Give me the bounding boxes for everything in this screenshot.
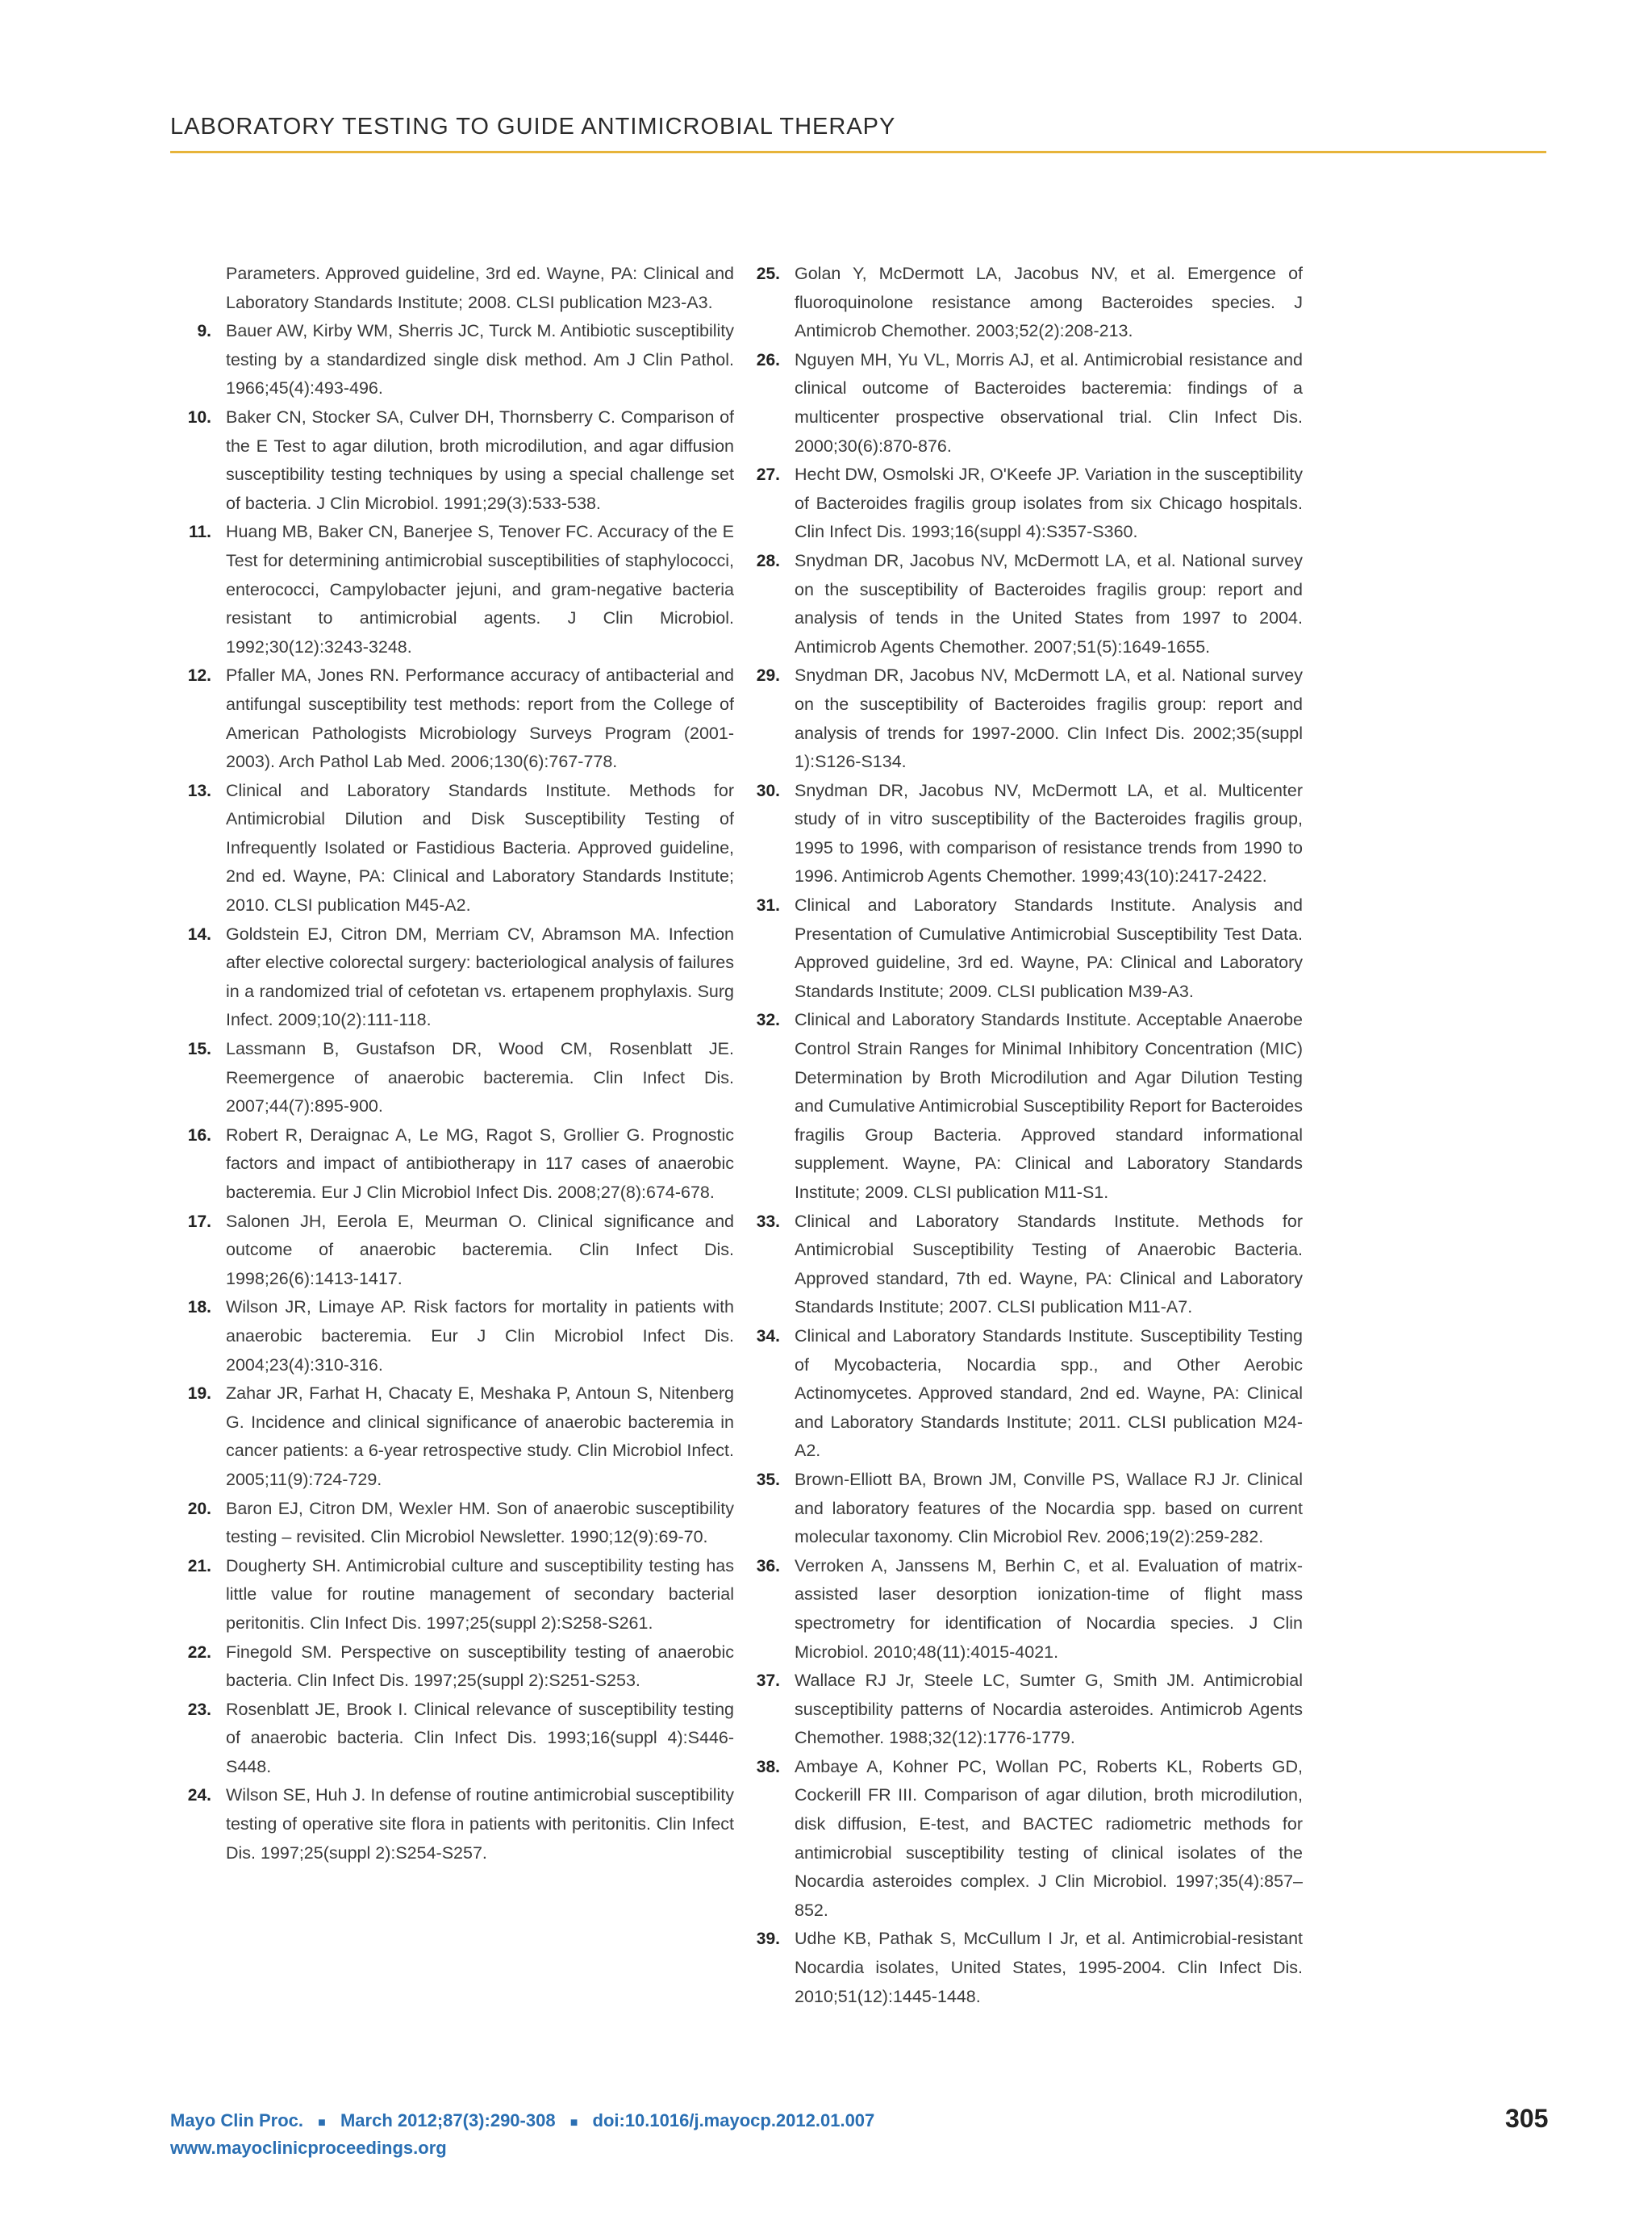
reference-text: Rosenblatt JE, Brook I. Clinical relevance of susceptibility testing of anaerobic bacteria. Clin Infect Dis. 1993;16(suppl 4):S446-S448. — [226, 1699, 734, 1776]
reference-item — [751, 1322, 1303, 1466]
footer-separator: ■ — [569, 2116, 578, 2130]
reference-item — [182, 518, 734, 661]
reference-number: 14. — [187, 924, 211, 944]
reference-text: Nguyen MH, Yu VL, Morris AJ, et al. Antimicrobial resistance and clinical outcome of Bacteroides bacteremia: findings of a multicenter prospective observational trial. Clin Infect Dis. 2000;30(6):870-876. — [795, 349, 1303, 456]
reference-number: 31. — [756, 896, 780, 916]
reference-item — [751, 346, 1303, 461]
reference-item — [182, 661, 734, 776]
reference-item — [182, 1696, 734, 1782]
reference-item — [182, 1552, 734, 1638]
reference-item — [182, 1121, 734, 1208]
reference-text: Clinical and Laboratory Standards Institute. Acceptable Anaerobe Control Strain Ranges for Minimal Inhibitory Concentration (MIC) Determination by Broth Microdilution and Agar Dilution Testing and Cumulative Antimicrobial Susceptibility Report for Bacteroides fragilis Group Bacteria. Approved standard informational supplement. Wayne, PA: Clinical and Laboratory Standards Institute; 2009. CLSI publication M11-S1. — [795, 1010, 1303, 1202]
reference-item — [751, 461, 1303, 547]
reference-text: Udhe KB, Pathak S, McCullum I Jr, et al. Antimicrobial-resistant Nocardia isolates, United States, 1995-2004. Clin Infect Dis. 2010;51(12):1445-1448. — [795, 1929, 1303, 2006]
reference-text: Pfaller MA, Jones RN. Performance accuracy of antibacterial and antifungal susceptibility test methods: report from the College of American Pathologists Microbiology Surveys Program (2001-2003). Arch Pathol Lab Med. 2006;130(6):767-778. — [226, 666, 734, 772]
reference-number: 26. — [756, 350, 780, 369]
reference-item — [751, 1667, 1303, 1753]
reference-text: Golan Y, McDermott LA, Jacobus NV, et al. Emergence of fluoroquinolone resistance among Bacteroides species. J Antimicrob Chemother. 2003;52(2):208-213. — [795, 264, 1303, 341]
reference-item — [182, 1379, 734, 1494]
reference-number: 12. — [187, 666, 211, 686]
reference-number: 33. — [756, 1212, 780, 1231]
reference-item — [751, 1925, 1303, 2011]
reference-item — [751, 1753, 1303, 1926]
footer-citation — [170, 2110, 874, 2131]
reference-item — [182, 1781, 734, 1867]
reference-item — [751, 1466, 1303, 1552]
reference-item — [182, 920, 734, 1035]
reference-number: 19. — [187, 1384, 211, 1404]
reference-number: 17. — [187, 1212, 211, 1231]
reference-text: Zahar JR, Farhat H, Chacaty E, Meshaka P, Antoun S, Nitenberg G. Incidence and clinical significance of anaerobic bacteremia in cancer patients: a 6-year retrospective study. Clin Microbiol Infect. 2005;11(9):724-729. — [226, 1383, 734, 1489]
footer-doi[interactable]: doi:10.1016/j.mayocp.2012.01.007 — [592, 2110, 875, 2130]
reference-text: Clinical and Laboratory Standards Institute. Susceptibility Testing of Mycobacteria, Nocardia spp., and Other Aerobic Actinomycetes. Approved standard, 2nd ed. Wayne, PA: Clinical and Laboratory Standards Institute; 2011. CLSI publication M24-A2. — [795, 1325, 1303, 1461]
reference-number: 9. — [197, 322, 211, 341]
reference-item — [182, 1293, 734, 1379]
footer-issue: March 2012;87(3):290-308 — [340, 2110, 556, 2130]
reference-text: Ambaye A, Kohner PC, Wollan PC, Roberts KL, Roberts GD, Cockerill FR III. Comparison of agar dilution, broth microdilution, disk diffusion, E-test, and BACTEC radiometric methods for antimicrobial susceptibility testing of clinical isolates of the Nocardia asteroides complex. J Clin Microbiol. 1997;35(4):857–852. — [795, 1756, 1303, 1920]
reference-text: Dougherty SH. Antimicrobial culture and susceptibility testing has little value for routine management of secondary bacterial peritonitis. Clin Infect Dis. 1997;25(suppl 2):S258-S261. — [226, 1555, 734, 1633]
reference-number: 23. — [187, 1700, 211, 1719]
reference-text: Snydman DR, Jacobus NV, McDermott LA, et al. National survey on the susceptibility of Bacteroides fragilis group: report and analysis of trends for 1997-2000. Clin Infect Dis. 2002;35(suppl 1):S126-S134. — [795, 666, 1303, 772]
reference-item — [751, 1006, 1303, 1207]
reference-number: 20. — [187, 1499, 211, 1518]
reference-number: 24. — [187, 1786, 211, 1805]
reference-item — [182, 777, 734, 920]
reference-item — [751, 547, 1303, 661]
reference-item — [182, 317, 734, 403]
reference-number: 37. — [756, 1671, 780, 1691]
page-number: 305 — [1505, 2104, 1549, 2133]
reference-item — [182, 403, 734, 518]
footer-separator: ■ — [318, 2116, 326, 2130]
reference-item — [182, 260, 734, 317]
header-rule — [170, 151, 1546, 153]
reference-item — [182, 1208, 734, 1294]
reference-text: Clinical and Laboratory Standards Institute. Methods for Antimicrobial Dilution and Disk Susceptibility Testing of Infrequently Isolated or Fastidious Bacteria. Approved guideline, 2nd ed. Wayne, PA: Clinical and Laboratory Standards Institute; 2010. CLSI publication M45-A2. — [226, 780, 734, 916]
reference-number: 27. — [756, 465, 780, 485]
reference-number: 38. — [756, 1757, 780, 1776]
reference-text: Goldstein EJ, Citron DM, Merriam CV, Abramson MA. Infection after elective colorectal surgery: bacteriological analysis of failures in a randomized trial of cefotetan vs. ertapenem prophylaxis. Surg Infect. 2009;10(2):111-118. — [226, 924, 734, 1030]
reference-number: 10. — [187, 407, 211, 427]
reference-item — [751, 260, 1303, 346]
reference-number: 16. — [187, 1125, 211, 1145]
reference-number: 15. — [187, 1040, 211, 1059]
reference-text: Wilson SE, Huh J. In defense of routine antimicrobial susceptibility testing of operative site flora in patients with peritonitis. Clin Infect Dis. 1997;25(suppl 2):S254-S257. — [226, 1785, 734, 1863]
reference-number — [182, 260, 226, 317]
reference-text: Finegold SM. Perspective on susceptibility testing of anaerobic bacteria. Clin Infect Dis. 1997;25(suppl 2):S251-S253. — [226, 1642, 734, 1691]
reference-text: Salonen JH, Eerola E, Meurman O. Clinical significance and outcome of anaerobic bacteremia. Clin Infect Dis. 1998;26(6):1413-1417. — [226, 1211, 734, 1288]
reference-number: 25. — [756, 265, 780, 283]
reference-text: Clinical and Laboratory Standards Institute. Analysis and Presentation of Cumulative Antimicrobial Susceptibility Test Data. Approved guideline, 3rd ed. Wayne, PA: Clinical and Laboratory Standards Institute; 2009. CLSI publication M39-A3. — [795, 895, 1303, 1001]
references-column-right — [751, 260, 1303, 2011]
reference-number: 18. — [187, 1298, 211, 1317]
reference-text: Snydman DR, Jacobus NV, McDermott LA, et al. National survey on the susceptibility of Bacteroides fragilis group: report and analysis of tends in the United States from 1997 to 2004. Antimicrob Agents Chemother. 2007;51(5):1649-1655. — [795, 550, 1303, 657]
reference-text: Brown-Elliott BA, Brown JM, Conville PS, Wallace RJ Jr. Clinical and laboratory features of the Nocardia spp. based on current molecular taxonomy. Clin Microbiol Rev. 2006;19(2):259-282. — [795, 1469, 1303, 1547]
reference-text: Robert R, Deraignac A, Le MG, Ragot S, Grollier G. Prognostic factors and impact of antibiotherapy in 117 cases of anaerobic bacteremia. Eur J Clin Microbiol Infect Dis. 2008;27(8):674-678. — [226, 1125, 734, 1202]
reference-text: Huang MB, Baker CN, Banerjee S, Tenover FC. Accuracy of the E Test for determining antimicrobial susceptibilities of staphylococci, enterococci, Campylobacter jejuni, and gram-negative bacteria resistant to antimicrobial agents. J Clin Microbiol. 1992;30(12):3243-3248. — [226, 522, 734, 657]
reference-number: 36. — [756, 1556, 780, 1575]
reference-item — [751, 777, 1303, 891]
reference-number: 22. — [187, 1642, 211, 1662]
reference-text: Bauer AW, Kirby WM, Sherris JC, Turck M. Antibiotic susceptibility testing by a standardized single disk method. Am J Clin Pathol. 1966;45(4):493-496. — [226, 321, 734, 399]
reference-item — [182, 1638, 734, 1696]
reference-number: 29. — [756, 666, 780, 686]
reference-number: 39. — [756, 1930, 780, 1949]
reference-item — [751, 891, 1303, 1006]
references-column-left — [182, 260, 734, 1867]
reference-text: Hecht DW, Osmolski JR, O'Keefe JP. Variation in the susceptibility of Bacteroides fragilis group isolates from six Chicago hospitals. Clin Infect Dis. 1993;16(suppl 4):S357-S360. — [795, 465, 1303, 542]
reference-number: 11. — [188, 523, 211, 542]
reference-text: Wallace RJ Jr, Steele LC, Sumter G, Smith JM. Antimicrobial susceptibility patterns of Nocardia asteroides. Antimicrob Agents Chemother. 1988;32(12):1776-1779. — [795, 1671, 1303, 1748]
reference-text: Baker CN, Stocker SA, Culver DH, Thornsberry C. Comparison of the E Test to agar dilution, broth microdilution, and agar diffusion susceptibility testing techniques by using a special challenge set of bacteria. J Clin Microbiol. 1991;29(3):533-538. — [226, 407, 734, 513]
reference-item — [751, 1552, 1303, 1667]
reference-item — [751, 661, 1303, 776]
reference-text: Snydman DR, Jacobus NV, McDermott LA, et al. Multicenter study of in vitro susceptibility of the Bacteroides fragilis group, 1995 to 1996, with comparison of resistance trends from 1990 to 1996. Antimicrob Agents Chemother. 1999;43(10):2417-2422. — [795, 780, 1303, 887]
reference-text: Verroken A, Janssens M, Berhin C, et al. Evaluation of matrix-assisted laser desorption ionization-time of flight mass spectrometry for identification of Nocardia species. J Clin Microbiol. 2010;48(11):4015-4021. — [795, 1555, 1303, 1662]
reference-item — [751, 1208, 1303, 1322]
reference-number: 30. — [756, 781, 780, 800]
reference-number: 34. — [756, 1326, 780, 1346]
reference-text: Lassmann B, Gustafson DR, Wood CM, Rosenblatt JE. Reemergence of anaerobic bacteremia. Clin Infect Dis. 2007;44(7):895-900. — [226, 1039, 734, 1116]
reference-number: 32. — [756, 1011, 780, 1030]
footer-url[interactable]: www.mayoclinicproceedings.org — [170, 2138, 447, 2158]
reference-item — [182, 1035, 734, 1121]
reference-item — [182, 1495, 734, 1552]
reference-number: 21. — [187, 1556, 211, 1575]
reference-number: 35. — [756, 1470, 780, 1489]
footer-journal-name: Mayo Clin Proc. — [170, 2110, 304, 2130]
reference-text: Clinical and Laboratory Standards Institute. Methods for Antimicrobial Susceptibility Testing of Anaerobic Bacteria. Approved standard, 7th ed. Wayne, PA: Clinical and Laboratory Standards Institute; 2007. CLSI publication M11-A7. — [795, 1211, 1303, 1317]
reference-text: Parameters. Approved guideline, 3rd ed. Wayne, PA: Clinical and Laboratory Standards Institute; 2008. CLSI publication M23-A3. — [226, 264, 734, 312]
header-title: LABORATORY TESTING TO GUIDE ANTIMICROBIAL THERAPY — [170, 114, 896, 140]
reference-text: Wilson JR, Limaye AP. Risk factors for mortality in patients with anaerobic bacteremia. Eur J Clin Microbiol Infect Dis. 2004;23(4):310-316. — [226, 1297, 734, 1375]
reference-number: 13. — [187, 781, 211, 800]
reference-number: 28. — [756, 551, 780, 570]
reference-text: Baron EJ, Citron DM, Wexler HM. Son of anaerobic susceptibility testing – revisited. Clin Microbiol Newsletter. 1990;12(9):69-70. — [226, 1498, 734, 1547]
